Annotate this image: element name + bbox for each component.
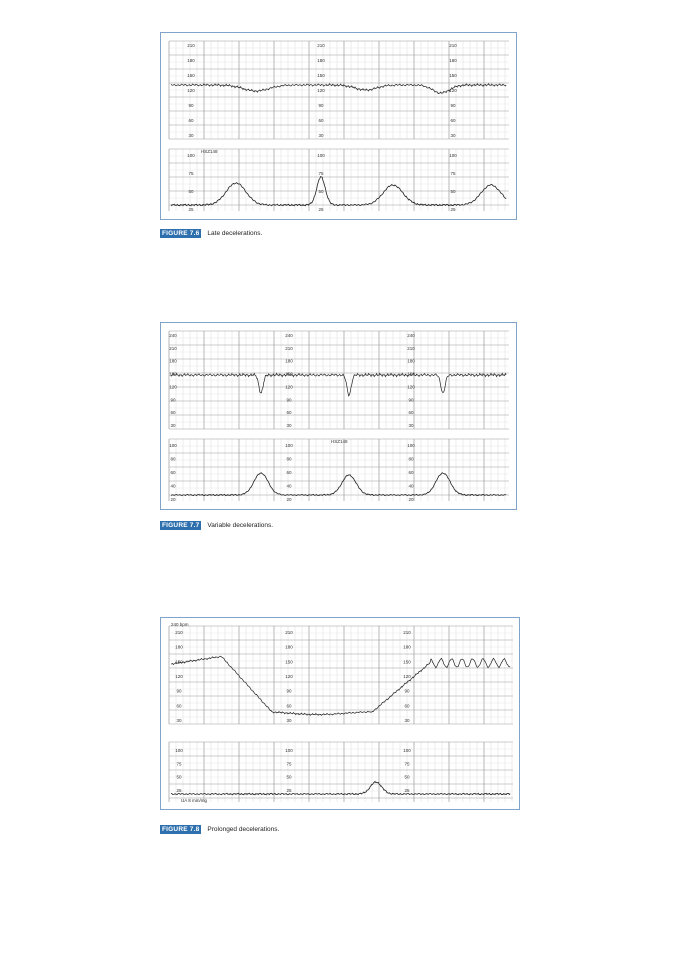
- fhr-scale-label: 60: [408, 410, 414, 416]
- fhr-scale-label: 30: [286, 718, 292, 723]
- fhr-trace: [171, 656, 510, 715]
- uc-scale-label: 25: [318, 207, 324, 212]
- figure-7-7-ctg-image: [160, 322, 517, 510]
- chart-header-label: HSZ148: [201, 149, 218, 154]
- uc-scale-label: 75: [286, 761, 292, 767]
- fhr-scale-label: 60: [450, 118, 456, 123]
- fhr-scale-label: 180: [449, 58, 457, 63]
- figure-7-6-caption: [160, 229, 262, 238]
- fhr-scale-label: 60: [188, 118, 194, 123]
- fhr-scale-label: 210: [317, 43, 325, 48]
- fhr-scale-label: 150: [449, 73, 457, 78]
- fhr-scale-label: 30: [286, 423, 292, 428]
- uc-scale-label: 50: [318, 189, 324, 194]
- uc-scale-label: 40: [170, 483, 176, 489]
- uc-scale-label: 80: [408, 456, 414, 462]
- fhr-scale-label: 60: [318, 118, 324, 123]
- fhr-scale-label: 30: [318, 133, 324, 138]
- fhr-scale-label: 30: [450, 133, 456, 138]
- fhr-scale-label: 180: [317, 58, 325, 63]
- variable-decelerations-trace: [161, 323, 516, 509]
- fhr-scale-label: 90: [176, 688, 182, 694]
- uc-scale-label: 100: [187, 153, 195, 158]
- uc-scale-label: 100: [317, 153, 325, 158]
- uc-scale-label: 50: [286, 774, 292, 780]
- uc-grid: [169, 439, 509, 501]
- fhr-scale-label: 210: [175, 630, 183, 635]
- prolonged-decelerations-trace: [161, 618, 519, 809]
- uc-scale-label: 100: [449, 153, 457, 158]
- chart-header-label: HSZ148: [331, 439, 348, 444]
- uc-scale-label: 60: [170, 470, 176, 475]
- fhr-scale-label: 210: [449, 43, 457, 48]
- uc-scale-label: 50: [450, 189, 456, 194]
- fhr-scale-label: 180: [169, 358, 177, 364]
- fhr-scale-label: 120: [169, 384, 177, 390]
- fhr-scale-label: 150: [407, 371, 415, 377]
- fhr-scale-label: 90: [318, 103, 324, 108]
- uc-scale-label: 80: [170, 456, 176, 462]
- fhr-scale-label: 30: [408, 423, 414, 428]
- fhr-scale-label: 210: [403, 630, 411, 635]
- caption-text: Late decelerations.: [207, 230, 263, 237]
- fhr-scale-label: 60: [170, 410, 176, 416]
- uc-scale-label: 75: [450, 171, 456, 176]
- fhr-scale-label: 180: [285, 358, 293, 364]
- fhr-scale-label: 240: [285, 333, 293, 338]
- fhr-scale-label: 180: [175, 644, 183, 650]
- fhr-scale-label: 120: [175, 674, 183, 679]
- fhr-scale-label: 240: [169, 333, 177, 338]
- uc-grid: [169, 742, 513, 802]
- uc-scale-label: 80: [286, 456, 292, 462]
- figure-number: FIGURE 7.8: [162, 826, 200, 833]
- uc-scale-label: 100: [169, 443, 177, 448]
- fhr-scale-label: 180: [407, 358, 415, 364]
- fhr-scale-label: 210: [407, 345, 415, 351]
- late-decelerations-trace: [161, 33, 516, 219]
- figure-7-7-caption: [160, 521, 273, 530]
- figure-7-6-ctg-image: [160, 32, 517, 220]
- fhr-grid: [169, 41, 509, 139]
- fhr-scale-label: 30: [170, 423, 176, 428]
- fhr-scale-label: 180: [403, 644, 411, 650]
- fhr-scale-label: 150: [187, 73, 195, 78]
- fhr-scale-label: 210: [285, 630, 293, 635]
- uc-scale-label: 20: [286, 497, 292, 502]
- fhr-scale-label: 90: [286, 688, 292, 694]
- uc-scale-label: 100: [285, 748, 293, 753]
- fhr-scale-label: 90: [170, 397, 176, 403]
- uc-scale-label: 25: [286, 788, 292, 793]
- uc-scale-label: 40: [408, 483, 414, 489]
- fhr-scale-label: 120: [317, 88, 325, 93]
- fhr-scale-label: 210: [285, 345, 293, 351]
- uc-scale-label: 100: [285, 443, 293, 448]
- fhr-scale-label: 150: [175, 659, 183, 665]
- figure-number: FIGURE 7.7: [162, 522, 200, 529]
- fhr-grid: [169, 331, 509, 429]
- chart-footer-label: UA 8 mm/mg: [181, 798, 208, 803]
- uc-scale-label: 25: [188, 207, 194, 212]
- uc-scale-label: 20: [170, 497, 176, 502]
- uc-scale-label: 50: [176, 774, 182, 780]
- fhr-scale-label: 90: [286, 397, 292, 403]
- fhr-scale-label: 60: [286, 703, 292, 709]
- fhr-scale-label: 90: [450, 103, 456, 108]
- fhr-scale-label: 120: [285, 384, 293, 390]
- fhr-scale-label: 60: [404, 703, 410, 709]
- fhr-scale-label: 30: [176, 718, 182, 723]
- uc-scale-label: 50: [404, 774, 410, 780]
- fhr-scale-label: 150: [285, 659, 293, 665]
- fhr-scale-label: 90: [404, 688, 410, 694]
- fhr-scale-label: 60: [286, 410, 292, 416]
- caption-text: Prolonged decelerations.: [207, 826, 280, 833]
- fhr-scale-label: 120: [407, 384, 415, 390]
- fhr-scale-label: 120: [403, 674, 411, 679]
- uc-grid: [169, 149, 509, 211]
- fhr-scale-label: 150: [317, 73, 325, 78]
- fhr-scale-label: 210: [169, 345, 177, 351]
- fhr-scale-label: 180: [285, 644, 293, 650]
- fhr-scale-label: 60: [176, 703, 182, 709]
- uc-scale-label: 60: [286, 470, 292, 475]
- fhr-scale-label: 90: [408, 397, 414, 403]
- figure-number: FIGURE 7.6: [162, 230, 200, 237]
- figure-7-8-caption: [160, 825, 279, 834]
- fhr-scale-label: 30: [188, 133, 194, 138]
- fhr-scale-label: 90: [188, 103, 194, 108]
- fhr-scale-label: 180: [187, 58, 195, 63]
- fhr-scale-label: 120: [285, 674, 293, 679]
- uc-scale-label: 40: [286, 483, 292, 489]
- uc-scale-label: 75: [176, 761, 182, 767]
- fhr-scale-label: 30: [404, 718, 410, 723]
- fhr-scale-label: 120: [187, 88, 195, 93]
- figure-7-8-ctg-image: [160, 617, 520, 810]
- uc-scale-label: 50: [188, 189, 194, 194]
- uc-scale-label: 75: [318, 171, 324, 176]
- uc-scale-label: 75: [188, 171, 194, 176]
- fhr-scale-label: 120: [449, 88, 457, 93]
- fhr-scale-label: 150: [285, 371, 293, 377]
- uc-scale-label: 25: [176, 788, 182, 793]
- fhr-scale-label: 150: [403, 659, 411, 665]
- uc-trace: [171, 781, 510, 794]
- fhr-scale-label: 150: [169, 371, 177, 377]
- uc-scale-label: 20: [408, 497, 414, 502]
- uc-scale-label: 100: [175, 748, 183, 753]
- uc-scale-label: 100: [403, 748, 411, 753]
- uc-scale-label: 60: [408, 470, 414, 475]
- uc-scale-label: 25: [404, 788, 410, 793]
- fhr-grid: [169, 626, 513, 724]
- uc-scale-label: 25: [450, 207, 456, 212]
- chart-header-label: 240 bpm: [171, 622, 189, 627]
- caption-text: Variable decelerations.: [207, 522, 274, 529]
- fhr-scale-label: 210: [187, 43, 195, 48]
- uc-scale-label: 75: [404, 761, 410, 767]
- fhr-scale-label: 240: [407, 333, 415, 338]
- uc-scale-label: 100: [407, 443, 415, 448]
